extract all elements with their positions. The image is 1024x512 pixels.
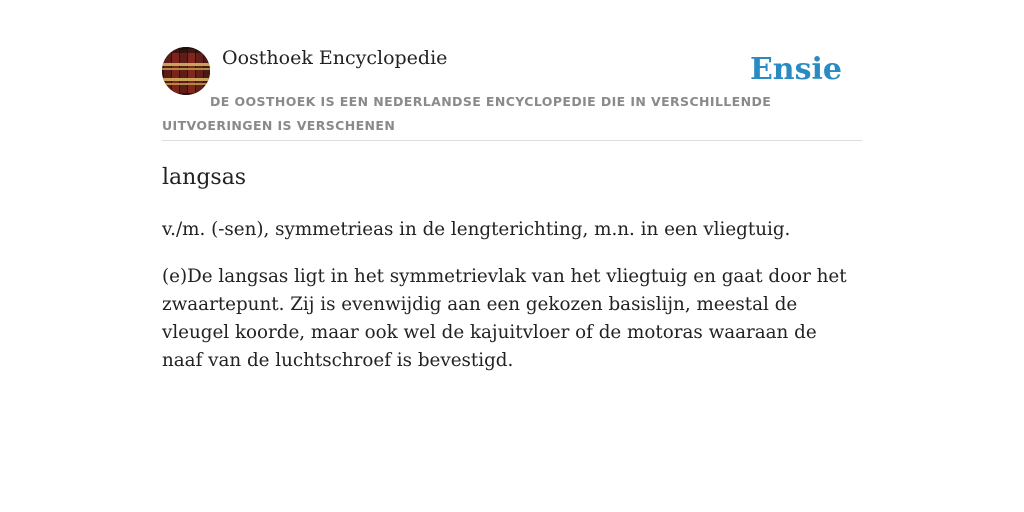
encyclopedia-avatar[interactable]: [162, 47, 210, 95]
entry-title: langsas: [162, 165, 247, 190]
site-tagline: DE OOSTHOEK IS EEN NEDERLANDSE ENCYCLOPEDIE DIE IN VERSCHILLENDE UITVOERINGEN IS VERSCHENEN: [162, 94, 772, 133]
header: [162, 46, 862, 141]
article: [162, 162, 862, 375]
encyclopedia-books-icon: [162, 47, 210, 95]
explanation-paragraph: (e)De langsas ligt in het symmetrievlak van het vliegtuig en gaat door het zwaartepunt. Zij is evenwijdig aan een gekozen basislijn, meestal de vleugel koorde, maar ook wel de kajuitvloer of de motoras waaraan de naaf van de luchtschroef is bevestigd.: [162, 266, 847, 371]
definition-paragraph: v./m. (-sen), symmetrieas in de lengterichting, m.n. in een vliegtuig.: [162, 219, 791, 240]
site-title[interactable]: Oosthoek Encyclopedie: [222, 47, 448, 69]
ensie-logo-link[interactable]: Ensie: [749, 52, 842, 87]
